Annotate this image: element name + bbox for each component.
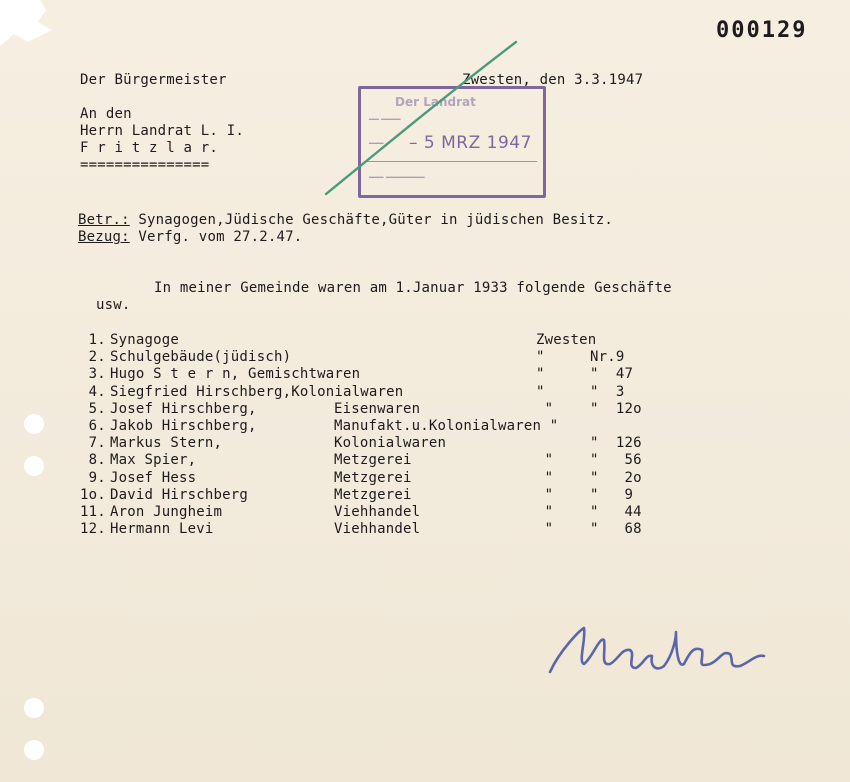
punch-hole bbox=[24, 414, 44, 434]
list-nr: " 3 bbox=[590, 383, 625, 400]
list-trade: Metzgerei bbox=[334, 452, 412, 469]
list-place: Zwesten bbox=[536, 332, 597, 348]
list-trade: Metzgerei bbox=[334, 486, 412, 503]
list-trade: Metzgerei bbox=[334, 469, 412, 486]
reference-line bbox=[78, 229, 302, 246]
list-place: " bbox=[536, 469, 554, 486]
list-name: Josef Hess bbox=[110, 469, 197, 486]
list-trade: Manufakt.u.Kolonialwaren " bbox=[334, 418, 559, 434]
recipient-underline: =============== bbox=[80, 157, 210, 173]
list-nr: Nr.9 bbox=[590, 349, 625, 366]
list-place: " bbox=[536, 400, 554, 417]
list-nr: " 12o bbox=[590, 400, 642, 417]
list-name: Hugo S t e r n, Gemischtwaren bbox=[110, 366, 361, 383]
recipient-line-1: An den bbox=[80, 106, 132, 122]
list-name: Aron Jungheim bbox=[110, 504, 223, 520]
list-no: 2. bbox=[80, 349, 106, 366]
list-place: " bbox=[536, 366, 545, 383]
list-nr: " 68 bbox=[590, 521, 642, 538]
document-number: 000129 bbox=[716, 18, 808, 43]
stamp-line: ━━━ ━━━━━━━━ bbox=[369, 173, 425, 182]
list-nr: " 47 bbox=[590, 366, 634, 383]
list-name: Markus Stern, bbox=[110, 435, 223, 452]
list-nr: " 44 bbox=[590, 504, 642, 520]
list-no: 12. bbox=[80, 521, 106, 538]
betr-text: Synagogen,Jüdische Geschäfte,Güter in jüdischen Besitz. bbox=[129, 212, 613, 228]
bezug-text: Verfg. vom 27.2.47. bbox=[129, 229, 303, 245]
betr-label: Betr.: bbox=[78, 212, 130, 228]
bezug-label: Bezug: bbox=[78, 229, 130, 245]
subject-line bbox=[78, 212, 613, 229]
list-name: Siegfried Hirschberg,Kolonialwaren bbox=[110, 383, 404, 400]
list-no: 9. bbox=[80, 469, 106, 486]
list-name: Hermann Levi bbox=[110, 521, 214, 538]
stamp-rule bbox=[367, 161, 537, 162]
punch-hole bbox=[24, 740, 44, 760]
list-no: 4. bbox=[80, 383, 106, 400]
list-name: Max Spier, bbox=[110, 452, 197, 469]
punch-hole bbox=[24, 698, 44, 718]
list-name: Schulgebäude(jüdisch) bbox=[110, 349, 292, 366]
stamp-header: Der Landrat bbox=[395, 95, 476, 109]
list-place: " bbox=[536, 521, 554, 538]
list-trade: Kolonialwaren bbox=[334, 435, 447, 452]
stamp-line: ━━ ━━━━ bbox=[369, 115, 401, 124]
list-place: " bbox=[536, 383, 545, 400]
list-no: 1. bbox=[80, 332, 106, 348]
list-no: 5. bbox=[80, 400, 106, 417]
recipient-line-3: F r i t z l a r. bbox=[80, 140, 219, 156]
list-trade: Viehhandel bbox=[334, 504, 421, 520]
list-no: 8. bbox=[80, 452, 106, 469]
list-nr: " 56 bbox=[590, 452, 642, 469]
list-nr: " 9 bbox=[590, 486, 634, 503]
list-nr: " 126 bbox=[590, 435, 642, 452]
recipient-line-2: Herrn Landrat L. I. bbox=[80, 123, 244, 139]
list-no: 1o. bbox=[80, 486, 106, 503]
intro-line-1: In meiner Gemeinde waren am 1.Januar 1933 folgende Geschäfte bbox=[154, 280, 672, 296]
intro-line-2: usw. bbox=[96, 297, 131, 313]
list-name: David Hirschberg bbox=[110, 486, 249, 503]
list-nr: " 2o bbox=[590, 469, 642, 486]
list-place: " bbox=[536, 486, 554, 503]
list-no: 11. bbox=[80, 504, 106, 520]
punch-hole bbox=[24, 456, 44, 476]
received-stamp bbox=[358, 86, 546, 198]
list-place: " bbox=[536, 452, 554, 469]
stamp-date: – 5 MRZ 1947 bbox=[409, 133, 532, 153]
list-place: " bbox=[536, 504, 554, 520]
list-no: 3. bbox=[80, 366, 106, 383]
list-name: Jakob Hirschberg, bbox=[110, 418, 257, 434]
list-place: " bbox=[536, 349, 545, 366]
list-no: 6. bbox=[80, 418, 106, 434]
place-date: Zwesten, den 3.3.1947 bbox=[462, 72, 644, 88]
list-name: Josef Hirschberg, bbox=[110, 400, 257, 417]
list-trade: Eisenwaren bbox=[334, 400, 421, 417]
stamp-line: ━━━ bbox=[369, 139, 384, 148]
sender: Der Bürgermeister bbox=[80, 72, 227, 88]
list-trade: Viehhandel bbox=[334, 521, 421, 538]
list-name: Synagoge bbox=[110, 332, 180, 348]
list-no: 7. bbox=[80, 435, 106, 452]
